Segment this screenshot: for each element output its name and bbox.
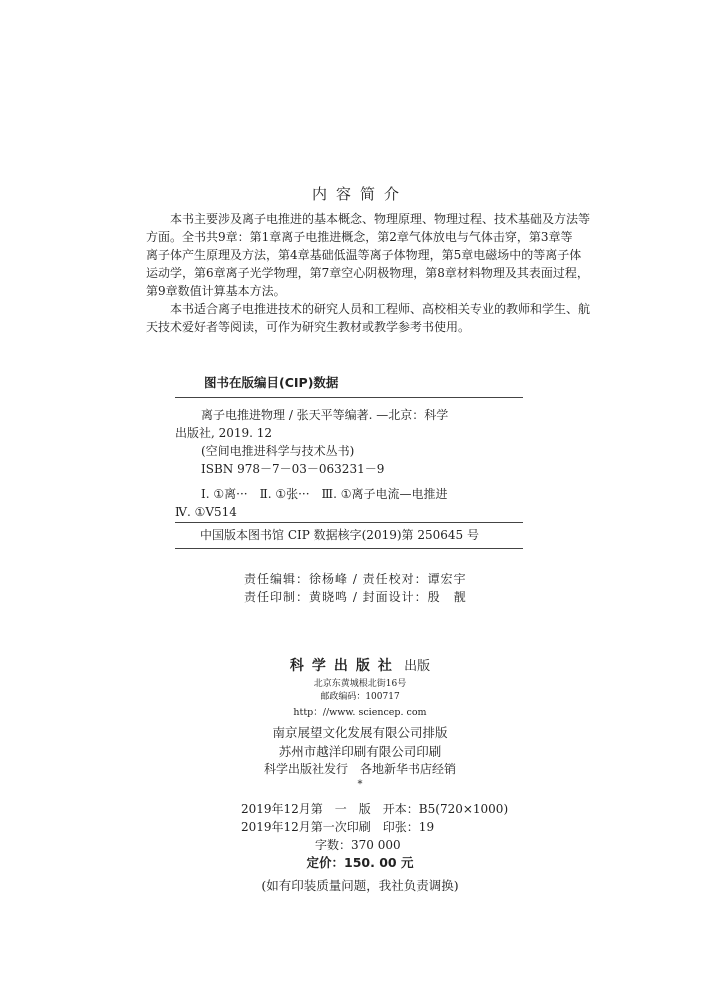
staff-production: 责任印制：黄晓鸣 / 封面设计：殷 靓 xyxy=(244,590,467,604)
cip-line-series: (空间电推进科学与技术丛书) xyxy=(201,444,355,458)
cip-body xyxy=(175,406,525,478)
summary-paragraph-1 xyxy=(146,210,591,300)
cip-record-number: 中国版本图书馆 CIP 数据核字(2019)第 250645 号 xyxy=(200,528,479,542)
edition-format: 2019年12月第 一 版 开本：B5(720×1000) xyxy=(241,802,509,816)
word-count: 字数：370 000 xyxy=(315,838,401,852)
cip-line-isbn: ISBN 978－7－03－063231－9 xyxy=(201,462,385,476)
summary-line: 天技术爱好者等阅读，可作为研究生教材或教学参考书使用。 xyxy=(146,320,471,334)
summary-line: 本书主要涉及离子电推进的基本概念、物理原理、物理过程、技术基础及方法等 xyxy=(170,212,591,226)
cip-bottom-rule xyxy=(175,548,523,549)
publisher-logo: 科学出版社 xyxy=(289,658,400,674)
printing-sheets: 2019年12月第一次印刷 印张：19 xyxy=(241,820,435,834)
distribution: 科学出版社发行 各地新华书店经销 xyxy=(263,762,456,776)
publisher-address: 北京东黄城根北街16号 xyxy=(313,679,407,689)
typesetter: 南京展望文化发展有限公司排版 xyxy=(272,725,448,740)
cip-line-class: Ⅳ. ①V514 xyxy=(175,505,237,519)
cip-top-rule xyxy=(175,397,523,398)
publisher-suffix: 出版 xyxy=(404,659,431,674)
cip-mid-rule xyxy=(175,522,523,523)
summary-line: 离子体产生原理及方法，第4章基础低温等离子体物理，第5章电磁场中的等离子体 xyxy=(146,248,582,262)
summary-line: 方面。全书共9章：第1章离子电推进概念，第2章气体放电与气体击穿，第3章等 xyxy=(146,230,573,244)
price: 定价：150. 00 元 xyxy=(306,855,414,870)
staff-editors: 责任编辑：徐杨峰 / 责任校对：谭宏宇 xyxy=(244,572,467,586)
cip-line-title: 离子电推进物理 / 张天平等编著. —北京：科学 xyxy=(201,408,449,422)
printer: 苏州市越洋印刷有限公司印刷 xyxy=(278,744,442,759)
summary-line: 第9章数值计算基本方法。 xyxy=(146,284,286,298)
cip-classification xyxy=(175,485,525,521)
summary-line: 运动学，第6章离子光学物理，第7章空心阴极物理，第8章材料物理及其表面过程， xyxy=(146,266,589,280)
summary-line: 本书适合离子电推进技术的研究人员和工程师、高校相关专业的教师和学生、航 xyxy=(170,302,591,316)
summary-title: 内容简介 xyxy=(311,185,408,203)
publisher-url: http：//www. sciencep. com xyxy=(293,707,427,718)
publisher-postcode: 邮政编码：100717 xyxy=(320,692,400,702)
summary-paragraph-2 xyxy=(146,300,591,336)
separator-star: * xyxy=(357,779,363,790)
cip-heading: 图书在版编目(CIP)数据 xyxy=(204,375,339,390)
cip-line-subjects: Ⅰ. ①离··· Ⅱ. ①张··· Ⅲ. ①离子电流—电推进 xyxy=(201,487,448,501)
cip-line-publisher: 出版社, 2019. 12 xyxy=(175,426,273,440)
quality-note: (如有印装质量问题，我社负责调换) xyxy=(261,878,459,893)
publisher-line xyxy=(0,655,720,675)
